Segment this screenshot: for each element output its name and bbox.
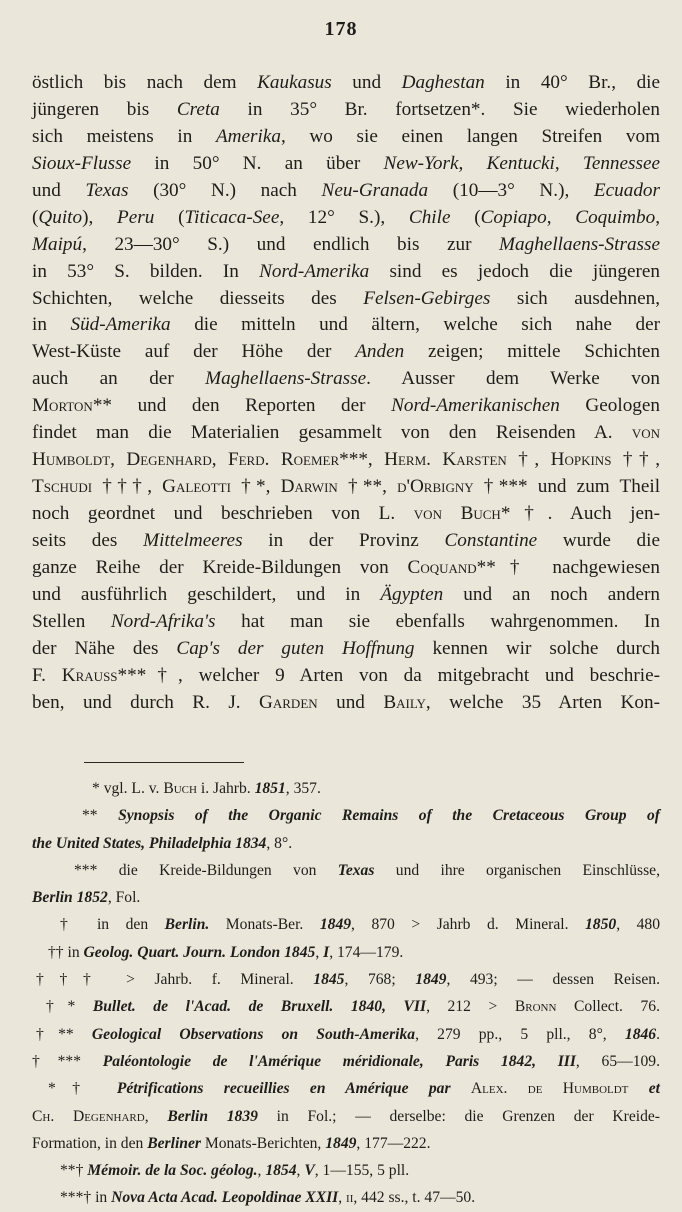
body-line: und Texas (30° N.) nach Neu-Granada (10—3° N.), Ecuador bbox=[32, 179, 660, 201]
body-line: Maipú, 23—30° S.) und endlich bis zur Maghellaens-Strasse bbox=[32, 233, 660, 255]
body-text bbox=[32, 70, 660, 717]
body-line: noch geordnet und beschrieben von L. von Buch*†. Auch jen- bbox=[32, 503, 660, 524]
footnote-line: ** Synopsis of the Organic Remains of the Cretaceous Group of bbox=[82, 807, 661, 825]
body-line: und ausführlich geschildert, und in Ägypten und an noch andern bbox=[32, 583, 660, 605]
body-line: jüngeren bis Creta in 35° Br. fortsetzen*. Sie wiederholen bbox=[32, 98, 660, 120]
footnote-line: †** Geological Observations on South-Amerika, 279 pp., 5 pll., 8°, 1846. bbox=[36, 1025, 660, 1043]
footnote-line: ††† > Jahrb. f. Mineral. 1845, 768; 1849, 493; — dessen Reisen. bbox=[36, 971, 660, 989]
footnote-line: ***† in Nova Acta Acad. Leopoldinae XXII, ii, 442 ss., t. 47—50. bbox=[60, 1189, 476, 1207]
footnote-line: † in den Berlin. Monats-Ber. 1849, 870 > Jahrb d. Mineral. 1850, 480 bbox=[60, 916, 660, 934]
body-line: Humboldt, Degenhard, Ferd. Roemer***, Herm. Karsten †, Hopkins ††, bbox=[32, 449, 661, 471]
page-number: 178 bbox=[324, 18, 358, 40]
body-line: auch an der Maghellaens-Strasse. Ausser dem Werke von bbox=[32, 368, 660, 390]
body-line: (Quito), Peru (Titicaca-See, 12° S.), Chile (Copiapo, Coquimbo, bbox=[32, 206, 661, 228]
footnote-line: †* Bullet. de l'Acad. de Bruxell. 1840, VII, 212 > Bronn Collect. 76. bbox=[46, 998, 660, 1016]
body-line: Schichten, welche diesseits des Felsen-Gebirges sich ausdehnen, bbox=[32, 287, 660, 309]
footnotes bbox=[32, 775, 660, 1212]
body-line: Sioux-Flusse in 50° N. an über New-York, Kentucki, Tennessee bbox=[32, 152, 661, 174]
body-line: in 53° S. bilden. In Nord-Amerika sind es jedoch die jüngeren bbox=[32, 260, 661, 282]
body-line: West-Küste auf der Höhe der Anden zeigen; mittele Schichten bbox=[32, 341, 661, 363]
body-line: findet man die Materialien gesammelt von den Reisenden A. von bbox=[32, 422, 660, 444]
footnote-line: †† in Geolog. Quart. Journ. London 1845, I, 174—179. bbox=[48, 943, 404, 961]
footnote-line: †*** Paléontologie de l'Amérique méridionale, Paris 1842, III, 65—109. bbox=[32, 1052, 660, 1070]
body-line: ben, und durch R. J. Garden und Baily, welche 35 Arten Kon- bbox=[32, 691, 660, 713]
body-line: sich meistens in Amerika, wo sie einen langen Streifen vom bbox=[32, 125, 661, 147]
body-line: Morton** und den Reporten der Nord-Amerikanischen Geologen bbox=[32, 395, 660, 417]
footnote-separator bbox=[84, 762, 244, 763]
footnote-line: * vgl. L. v. Buch i. Jahrb. 1851, 357. bbox=[92, 780, 321, 797]
footnote-line: Ch. Degenhard, Berlin 1839 in Fol.; — derselbe: die Grenzen der Kreide- bbox=[32, 1107, 660, 1125]
footnote-line: Berlin 1852, Fol. bbox=[32, 889, 141, 907]
body-line: in Süd-Amerika die mitteln und ältern, welche sich nahe der bbox=[32, 314, 660, 336]
body-line: der Nähe des Cap's der guten Hoffnung kennen wir solche durch bbox=[32, 637, 660, 659]
body-line: ganze Reihe der Kreide-Bildungen von Coquand**† nachgewiesen bbox=[32, 556, 660, 578]
body-line: seits des Mittelmeeres in der Provinz Constantine wurde die bbox=[32, 529, 660, 551]
body-line: östlich bis nach dem Kaukasus und Daghestan in 40° Br., die bbox=[32, 72, 661, 93]
footnote-line: **† Mémoir. de la Soc. géolog., 1854, V, 1—155, 5 pll. bbox=[60, 1162, 410, 1180]
body-line: F. Krauss***†, welcher 9 Arten von da mitgebracht und beschrie- bbox=[32, 664, 660, 686]
footnote-line: the United States, Philadelphia 1834, 8°. bbox=[32, 834, 293, 852]
footnote-line: *** die Kreide-Bildungen von Texas und ihre organischen Einschlüsse, bbox=[74, 861, 660, 879]
footnote-line: Formation, in den Berliner Monats-Berichten, 1849, 177—222. bbox=[32, 1134, 431, 1152]
body-line: Tschudi †††, Galeotti †*, Darwin †**, d'Orbigny †*** und zum Theil bbox=[32, 476, 661, 498]
footnote-line: *† Pétrifications recueillies en Amérique par Alex. de Humboldt et bbox=[48, 1080, 661, 1098]
body-line: Stellen Nord-Afrika's hat man sie ebenfalls wahrgenommen. In bbox=[32, 610, 660, 632]
